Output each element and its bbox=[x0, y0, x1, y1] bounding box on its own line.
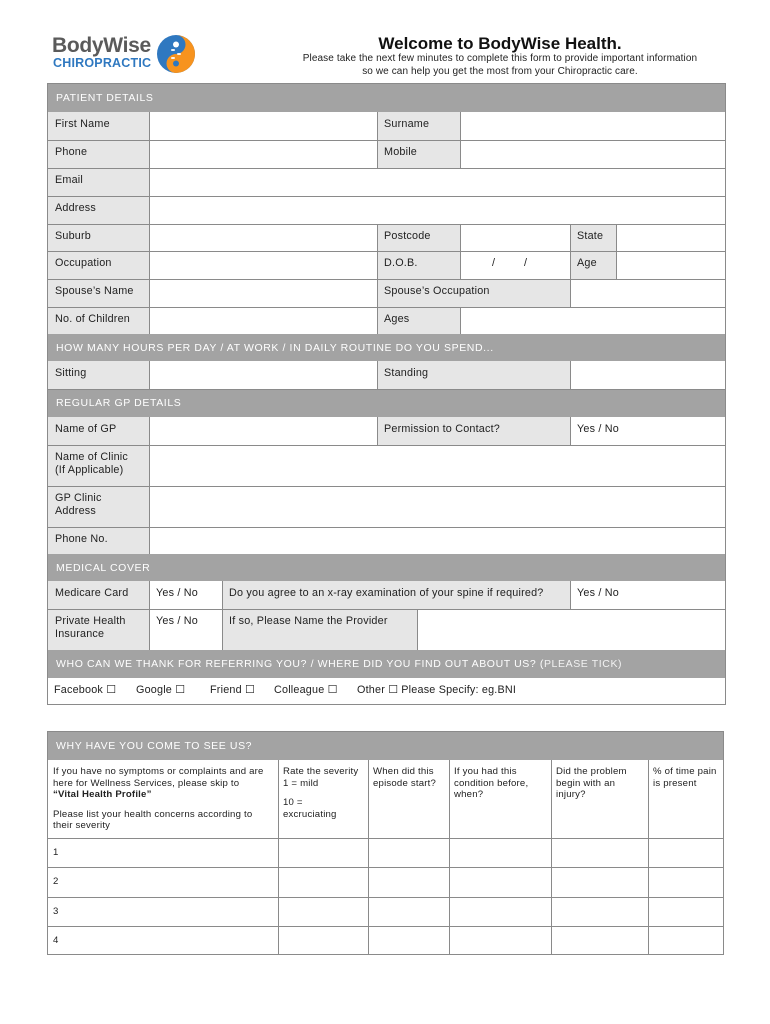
injury-line-1: Did the problem bbox=[556, 766, 627, 777]
logo-wordmark: BodyWise bbox=[52, 34, 151, 57]
ages-field[interactable] bbox=[460, 307, 725, 334]
episode-line-1: When did this bbox=[373, 766, 434, 777]
private-health-label bbox=[48, 609, 149, 650]
phone-field[interactable] bbox=[149, 140, 377, 168]
surname-label: Surname bbox=[377, 112, 460, 140]
age-label: Age bbox=[570, 251, 616, 279]
xray-yes-no[interactable]: Yes / No bbox=[570, 581, 725, 609]
patient-form bbox=[47, 83, 726, 705]
address-label: Address bbox=[48, 196, 149, 224]
occupation-field[interactable] bbox=[149, 251, 377, 279]
why-header: WHY HAVE YOU COME TO SEE US? bbox=[48, 732, 723, 760]
concern-row-4[interactable]: 4 bbox=[53, 935, 59, 946]
bodywise-logo bbox=[52, 34, 202, 76]
permission-yes-no[interactable]: Yes / No bbox=[570, 417, 725, 445]
standing-label: Standing bbox=[377, 361, 570, 389]
severity-line-1: Rate the severity bbox=[283, 766, 359, 777]
instructions-bold: “Vital Health Profile” bbox=[53, 789, 152, 800]
before-line-2: condition before, bbox=[454, 777, 529, 789]
instructions-line-2: here for Wellness Services, please skip to bbox=[53, 777, 240, 789]
gp-address-field[interactable] bbox=[149, 486, 725, 527]
before-column-header bbox=[449, 760, 551, 838]
state-label: State bbox=[570, 224, 616, 251]
address-field[interactable] bbox=[149, 196, 725, 224]
referral-colleague-checkbox[interactable]: Colleague ☐ bbox=[274, 684, 338, 696]
standing-field[interactable] bbox=[570, 361, 725, 389]
provider-label: If so, Please Name the Provider bbox=[222, 609, 417, 650]
state-field[interactable] bbox=[616, 224, 725, 251]
concern-row-2[interactable]: 2 bbox=[53, 876, 59, 887]
first-name-field[interactable] bbox=[149, 112, 377, 140]
episode-line-2: episode start? bbox=[373, 777, 437, 789]
spine-logo-icon bbox=[156, 34, 196, 74]
page-title: Welcome to BodyWise Health. bbox=[378, 34, 622, 53]
referral-header-tail: PLEASE TICK) bbox=[543, 658, 623, 670]
phone-label: Phone bbox=[48, 140, 149, 168]
instructions-line-1: If you have no symptoms or complaints and are bbox=[53, 766, 264, 777]
ages-label: Ages bbox=[377, 307, 460, 334]
spouse-occupation-field[interactable] bbox=[570, 279, 725, 307]
clinic-name-field[interactable] bbox=[149, 445, 725, 486]
sitting-field[interactable] bbox=[149, 361, 377, 389]
page-subtitle bbox=[284, 53, 716, 78]
referral-google-checkbox[interactable]: Google ☐ bbox=[136, 684, 186, 696]
medicare-yes-no[interactable]: Yes / No bbox=[149, 581, 222, 609]
symptoms-table bbox=[47, 731, 724, 955]
referral-friend-checkbox[interactable]: Friend ☐ bbox=[210, 684, 255, 696]
spouse-name-field[interactable] bbox=[149, 279, 377, 307]
gp-details-header: REGULAR GP DETAILS bbox=[48, 389, 725, 417]
pain-line-1: % of time pain bbox=[653, 766, 717, 777]
injury-line-3: injury? bbox=[556, 789, 586, 800]
severity-line-3: 10 = bbox=[283, 797, 303, 808]
gp-name-label: Name of GP bbox=[48, 417, 149, 445]
postcode-label: Postcode bbox=[377, 224, 460, 251]
first-name-label: First Name bbox=[48, 112, 149, 140]
suburb-field[interactable] bbox=[149, 224, 377, 251]
patient-details-header: PATIENT DETAILS bbox=[48, 84, 725, 112]
private-health-yes-no[interactable]: Yes / No bbox=[149, 609, 222, 650]
instructions-line-4: Please list your health concerns according to bbox=[53, 808, 253, 820]
severity-line-2: 1 = mild bbox=[283, 777, 319, 789]
symptoms-instructions bbox=[48, 760, 278, 838]
permission-label: Permission to Contact? bbox=[377, 417, 570, 445]
dob-slash-1: / bbox=[492, 257, 496, 269]
pain-column-header bbox=[648, 760, 723, 838]
mobile-label: Mobile bbox=[377, 140, 460, 168]
private-health-label-line-2: Insurance bbox=[55, 627, 105, 640]
gp-phone-field[interactable] bbox=[149, 527, 725, 554]
referral-header-main: WHO CAN WE THANK FOR REFERRING YOU? / WHERE DID YOU FIND OUT ABOUT US? ( bbox=[56, 658, 544, 670]
severity-line-4: excruciating bbox=[283, 808, 337, 820]
clinic-name-label-line-1: Name of Clinic bbox=[55, 451, 129, 463]
clinic-name-label-line-2: (If Applicable) bbox=[55, 463, 124, 476]
hours-header: HOW MANY HOURS PER DAY / AT WORK / IN DAILY ROUTINE DO YOU SPEND... bbox=[48, 334, 725, 361]
referral-header bbox=[48, 650, 725, 678]
injury-line-2: begin with an bbox=[556, 777, 616, 789]
provider-field[interactable] bbox=[417, 609, 725, 650]
dob-label: D.O.B. bbox=[377, 251, 460, 279]
spouse-occupation-label: Spouse’s Occupation bbox=[377, 279, 570, 307]
before-line-1: If you had this bbox=[454, 766, 517, 777]
mobile-field[interactable] bbox=[460, 140, 725, 168]
age-field[interactable] bbox=[616, 251, 725, 279]
postcode-field[interactable] bbox=[460, 224, 570, 251]
subtitle-line-1: Please take the next few minutes to complete this form to provide important information bbox=[302, 53, 698, 64]
gp-phone-label: Phone No. bbox=[48, 527, 149, 554]
logo-subtitle: CHIROPRACTIC bbox=[53, 56, 152, 70]
surname-field[interactable] bbox=[460, 112, 725, 140]
email-field[interactable] bbox=[149, 168, 725, 196]
severity-column-header bbox=[278, 760, 368, 838]
dob-field[interactable] bbox=[460, 251, 570, 279]
pain-line-2: is present bbox=[653, 777, 697, 789]
medical-cover-header: MEDICAL COVER bbox=[48, 554, 725, 581]
gp-address-label-line-2: Address bbox=[55, 504, 97, 517]
before-line-3: when? bbox=[454, 789, 484, 800]
episode-column-header bbox=[368, 760, 449, 838]
suburb-label: Suburb bbox=[48, 224, 149, 251]
occupation-label: Occupation bbox=[48, 251, 149, 279]
private-health-label-line-1: Private Health bbox=[55, 615, 126, 627]
gp-address-label-line-1: GP Clinic bbox=[55, 492, 102, 504]
referral-other-checkbox[interactable]: Other ☐ Please Specify: eg.BNI bbox=[357, 684, 517, 696]
instructions-line-5: their severity bbox=[53, 820, 111, 831]
concern-row-1[interactable]: 1 bbox=[53, 847, 59, 858]
gp-address-label bbox=[48, 486, 149, 527]
children-field[interactable] bbox=[149, 307, 377, 334]
referral-facebook-checkbox[interactable]: Facebook ☐ bbox=[54, 684, 117, 696]
sitting-label: Sitting bbox=[48, 361, 149, 389]
dob-slash-2: / bbox=[524, 257, 528, 269]
gp-name-field[interactable] bbox=[149, 417, 377, 445]
children-label: No. of Children bbox=[48, 307, 149, 334]
xray-question: Do you agree to an x-ray examination of your spine if required? bbox=[222, 581, 570, 609]
medicare-label: Medicare Card bbox=[48, 581, 149, 609]
concern-row-3[interactable]: 3 bbox=[53, 906, 59, 917]
clinic-name-label bbox=[48, 445, 149, 486]
spouse-name-label: Spouse’s Name bbox=[48, 279, 149, 307]
injury-column-header bbox=[551, 760, 648, 838]
email-label: Email bbox=[48, 168, 149, 196]
subtitle-line-2: so we can help you get the most from your Chiropractic care. bbox=[362, 65, 638, 77]
